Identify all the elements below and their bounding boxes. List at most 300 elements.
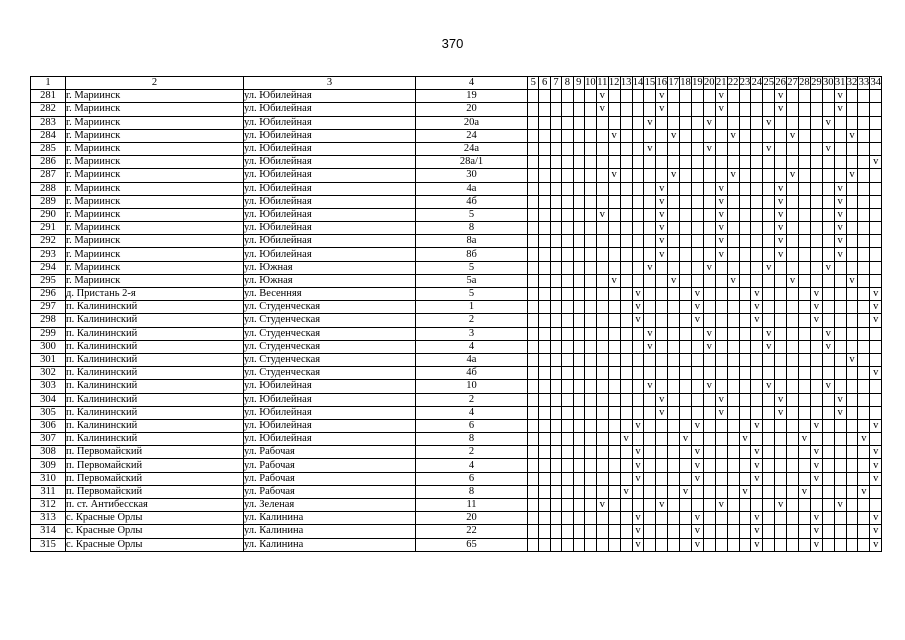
empty-cell [584, 538, 596, 551]
empty-cell [775, 129, 787, 142]
empty-cell [632, 169, 644, 182]
empty-cell [691, 222, 703, 235]
check-mark: v [810, 314, 822, 327]
empty-cell [858, 274, 870, 287]
row-number: 283 [31, 116, 66, 129]
empty-cell [539, 288, 550, 301]
check-mark: v [834, 90, 846, 103]
house-number-cell: 4б [416, 367, 528, 380]
empty-cell [751, 380, 763, 393]
house-number-cell: 6 [416, 419, 528, 432]
street-cell: ул. Калинина [244, 538, 416, 551]
empty-cell [858, 380, 870, 393]
empty-cell [846, 380, 858, 393]
empty-cell [656, 485, 668, 498]
empty-cell [596, 327, 608, 340]
empty-cell [620, 367, 632, 380]
empty-cell [739, 116, 751, 129]
empty-cell [703, 525, 715, 538]
empty-cell [620, 512, 632, 525]
empty-cell [703, 274, 715, 287]
empty-cell [620, 222, 632, 235]
empty-cell [608, 116, 620, 129]
header-cell: 23 [739, 77, 751, 89]
empty-cell [798, 235, 810, 248]
empty-cell [846, 406, 858, 419]
empty-cell [620, 169, 632, 182]
empty-cell [822, 485, 834, 498]
empty-cell [668, 90, 680, 103]
empty-cell [596, 367, 608, 380]
check-mark: v [810, 419, 822, 432]
table-row [31, 327, 882, 340]
empty-cell [620, 393, 632, 406]
empty-cell [810, 248, 822, 261]
empty-cell [691, 103, 703, 116]
empty-cell [834, 340, 846, 353]
empty-cell [834, 116, 846, 129]
street-cell: ул. Юбилейная [244, 406, 416, 419]
empty-cell [620, 90, 632, 103]
street-cell: ул. Юбилейная [244, 393, 416, 406]
empty-cell [787, 301, 799, 314]
check-mark: v [775, 222, 787, 235]
empty-cell [763, 446, 775, 459]
empty-cell [870, 274, 882, 287]
empty-cell [620, 235, 632, 248]
empty-cell [834, 156, 846, 169]
empty-cell [539, 327, 550, 340]
check-mark: v [834, 393, 846, 406]
house-number-cell: 4а [416, 353, 528, 366]
empty-cell [787, 380, 799, 393]
empty-cell [539, 90, 550, 103]
empty-cell [608, 261, 620, 274]
empty-cell [739, 142, 751, 155]
row-number: 311 [31, 485, 66, 498]
empty-cell [763, 472, 775, 485]
check-mark: v [787, 169, 799, 182]
empty-cell [715, 129, 727, 142]
header-cell: 14 [632, 77, 644, 89]
empty-cell [822, 446, 834, 459]
street-cell: ул. Юбилейная [244, 380, 416, 393]
empty-cell [691, 485, 703, 498]
empty-cell [810, 380, 822, 393]
empty-cell [763, 195, 775, 208]
street-cell: ул. Юбилейная [244, 208, 416, 221]
empty-cell [668, 208, 680, 221]
empty-cell [539, 538, 550, 551]
empty-cell [858, 459, 870, 472]
empty-cell [644, 525, 656, 538]
header-cell: 9 [573, 77, 584, 90]
locality-cell: г. Мариинск [66, 142, 244, 155]
empty-cell [680, 525, 692, 538]
empty-cell [858, 446, 870, 459]
empty-cell [620, 446, 632, 459]
empty-cell [528, 222, 539, 235]
empty-cell [846, 327, 858, 340]
empty-cell [668, 248, 680, 261]
empty-cell [539, 353, 550, 366]
empty-cell [787, 103, 799, 116]
empty-cell [763, 208, 775, 221]
empty-cell [668, 499, 680, 512]
empty-cell [573, 208, 584, 221]
empty-cell [751, 169, 763, 182]
empty-cell [608, 222, 620, 235]
empty-cell [596, 261, 608, 274]
header-cell: 31 [834, 77, 846, 89]
locality-cell: г. Мариинск [66, 274, 244, 287]
empty-cell [550, 340, 561, 353]
empty-cell [584, 103, 596, 116]
empty-cell [691, 156, 703, 169]
street-cell: ул. Южная [244, 261, 416, 274]
empty-cell [858, 525, 870, 538]
empty-cell [715, 301, 727, 314]
check-mark: v [810, 301, 822, 314]
check-mark: v [810, 446, 822, 459]
empty-cell [822, 512, 834, 525]
street-cell: ул. Юбилейная [244, 195, 416, 208]
street-cell: ул. Юбилейная [244, 433, 416, 446]
empty-cell [870, 116, 882, 129]
empty-cell [775, 446, 787, 459]
check-mark: v [632, 288, 644, 301]
empty-cell [846, 340, 858, 353]
header-cell: 10 [585, 77, 596, 89]
check-mark: v [632, 472, 644, 485]
empty-cell [644, 156, 656, 169]
empty-cell [680, 156, 692, 169]
locality-cell: п. Калининский [66, 433, 244, 446]
empty-cell [528, 406, 539, 419]
check-mark: v [870, 288, 882, 301]
check-mark: v [763, 340, 775, 353]
row-number: 292 [31, 235, 66, 248]
empty-cell [870, 393, 882, 406]
empty-cell [528, 459, 539, 472]
empty-cell [620, 129, 632, 142]
empty-cell [539, 301, 550, 314]
empty-cell [775, 367, 787, 380]
check-mark: v [656, 248, 668, 261]
house-number-cell: 8 [416, 222, 528, 235]
empty-cell [644, 393, 656, 406]
empty-cell [632, 393, 644, 406]
header-cell: 2 [66, 77, 244, 90]
empty-cell [787, 512, 799, 525]
empty-cell [656, 314, 668, 327]
check-mark: v [822, 327, 834, 340]
empty-cell [810, 406, 822, 419]
empty-cell [528, 525, 539, 538]
empty-cell [573, 129, 584, 142]
empty-cell [620, 195, 632, 208]
empty-cell [668, 314, 680, 327]
empty-cell [739, 208, 751, 221]
empty-cell [668, 538, 680, 551]
check-mark: v [656, 499, 668, 512]
empty-cell [656, 129, 668, 142]
empty-cell [620, 182, 632, 195]
empty-cell [562, 248, 573, 261]
empty-cell [668, 485, 680, 498]
empty-cell [787, 314, 799, 327]
empty-cell [596, 314, 608, 327]
empty-cell [550, 195, 561, 208]
check-mark: v [775, 393, 787, 406]
empty-cell [550, 314, 561, 327]
empty-cell [715, 538, 727, 551]
street-cell: ул. Юбилейная [244, 116, 416, 129]
empty-cell [751, 393, 763, 406]
empty-cell [739, 538, 751, 551]
empty-cell [550, 406, 561, 419]
empty-cell [822, 208, 834, 221]
empty-cell [763, 512, 775, 525]
locality-cell: п. Калининский [66, 314, 244, 327]
house-number-cell: 20 [416, 103, 528, 116]
empty-cell [751, 340, 763, 353]
street-cell: ул. Зеленая [244, 499, 416, 512]
empty-cell [703, 235, 715, 248]
empty-cell [539, 485, 550, 498]
empty-cell [539, 393, 550, 406]
empty-cell [727, 142, 739, 155]
check-mark: v [715, 235, 727, 248]
empty-cell [822, 499, 834, 512]
empty-cell [573, 235, 584, 248]
locality-cell: г. Мариинск [66, 261, 244, 274]
house-number-cell: 4а [416, 182, 528, 195]
empty-cell [584, 288, 596, 301]
empty-cell [596, 472, 608, 485]
check-mark: v [656, 222, 668, 235]
empty-cell [775, 288, 787, 301]
empty-cell [668, 380, 680, 393]
empty-cell [596, 512, 608, 525]
house-number-cell: 6 [416, 472, 528, 485]
empty-cell [846, 90, 858, 103]
empty-cell [727, 208, 739, 221]
empty-cell [787, 406, 799, 419]
row-number: 293 [31, 248, 66, 261]
house-number-cell: 20 [416, 512, 528, 525]
empty-cell [596, 340, 608, 353]
check-mark: v [870, 301, 882, 314]
empty-cell [608, 248, 620, 261]
empty-cell [751, 261, 763, 274]
table-row [31, 288, 882, 301]
check-mark: v [703, 116, 715, 129]
empty-cell [834, 538, 846, 551]
empty-cell [680, 327, 692, 340]
empty-cell [550, 235, 561, 248]
locality-cell: г. Мариинск [66, 248, 244, 261]
empty-cell [691, 327, 703, 340]
empty-cell [539, 142, 550, 155]
house-number-cell: 11 [416, 499, 528, 512]
empty-cell [763, 182, 775, 195]
empty-cell [691, 274, 703, 287]
empty-cell [668, 340, 680, 353]
empty-cell [528, 446, 539, 459]
empty-cell [751, 129, 763, 142]
empty-cell [787, 261, 799, 274]
check-mark: v [775, 499, 787, 512]
empty-cell [528, 142, 539, 155]
empty-cell [539, 380, 550, 393]
empty-cell [703, 485, 715, 498]
empty-cell [680, 288, 692, 301]
empty-cell [751, 235, 763, 248]
table-row [31, 446, 882, 459]
check-mark: v [632, 301, 644, 314]
empty-cell [632, 261, 644, 274]
check-mark: v [608, 274, 620, 287]
empty-cell [810, 182, 822, 195]
empty-cell [644, 367, 656, 380]
empty-cell [562, 419, 573, 432]
empty-cell [703, 406, 715, 419]
street-cell: ул. Юбилейная [244, 248, 416, 261]
empty-cell [691, 195, 703, 208]
empty-cell [562, 90, 573, 103]
empty-cell [763, 367, 775, 380]
empty-cell [739, 353, 751, 366]
header-cell: 8 [562, 77, 573, 90]
empty-cell [539, 340, 550, 353]
check-mark: v [632, 459, 644, 472]
empty-cell [715, 459, 727, 472]
empty-cell [608, 301, 620, 314]
empty-cell [680, 406, 692, 419]
locality-cell: г. Мариинск [66, 169, 244, 182]
empty-cell [596, 380, 608, 393]
empty-cell [562, 235, 573, 248]
check-mark: v [763, 142, 775, 155]
empty-cell [703, 512, 715, 525]
check-mark: v [834, 406, 846, 419]
empty-cell [528, 156, 539, 169]
row-number: 302 [31, 367, 66, 380]
empty-cell [798, 222, 810, 235]
empty-cell [620, 274, 632, 287]
empty-cell [763, 288, 775, 301]
empty-cell [787, 353, 799, 366]
empty-cell [608, 156, 620, 169]
empty-cell [680, 129, 692, 142]
empty-cell [727, 222, 739, 235]
locality-cell: п. Калининский [66, 367, 244, 380]
empty-cell [787, 433, 799, 446]
table-row [31, 103, 882, 116]
house-number-cell: 4 [416, 340, 528, 353]
house-number-cell: 22 [416, 525, 528, 538]
empty-cell [787, 367, 799, 380]
empty-cell [715, 512, 727, 525]
check-mark: v [775, 248, 787, 261]
empty-cell [528, 261, 539, 274]
empty-cell [562, 512, 573, 525]
empty-cell [798, 129, 810, 142]
empty-cell [528, 419, 539, 432]
check-mark: v [715, 222, 727, 235]
empty-cell [680, 380, 692, 393]
empty-cell [834, 525, 846, 538]
empty-cell [596, 459, 608, 472]
check-mark: v [834, 499, 846, 512]
empty-cell [727, 419, 739, 432]
empty-cell [573, 90, 584, 103]
table-row [31, 195, 882, 208]
empty-cell [584, 314, 596, 327]
empty-cell [727, 353, 739, 366]
empty-cell [608, 235, 620, 248]
row-number: 297 [31, 301, 66, 314]
empty-cell [846, 156, 858, 169]
empty-cell [528, 367, 539, 380]
empty-cell [763, 406, 775, 419]
empty-cell [550, 353, 561, 366]
empty-cell [584, 393, 596, 406]
empty-cell [775, 380, 787, 393]
empty-cell [834, 301, 846, 314]
locality-cell: п. Первомайский [66, 459, 244, 472]
empty-cell [834, 288, 846, 301]
empty-cell [727, 195, 739, 208]
empty-cell [550, 156, 561, 169]
check-mark: v [596, 103, 608, 116]
empty-cell [739, 499, 751, 512]
check-mark: v [703, 327, 715, 340]
empty-cell [608, 380, 620, 393]
empty-cell [727, 367, 739, 380]
empty-cell [562, 169, 573, 182]
empty-cell [550, 446, 561, 459]
empty-cell [787, 538, 799, 551]
empty-cell [608, 340, 620, 353]
empty-cell [787, 327, 799, 340]
empty-cell [751, 142, 763, 155]
empty-cell [584, 261, 596, 274]
check-mark: v [715, 208, 727, 221]
locality-cell: г. Мариинск [66, 116, 244, 129]
check-mark: v [608, 169, 620, 182]
row-number: 300 [31, 340, 66, 353]
empty-cell [858, 248, 870, 261]
empty-cell [608, 327, 620, 340]
empty-cell [703, 367, 715, 380]
check-mark: v [822, 142, 834, 155]
empty-cell [739, 327, 751, 340]
check-mark: v [834, 248, 846, 261]
empty-cell [550, 222, 561, 235]
check-mark: v [727, 274, 739, 287]
empty-cell [822, 222, 834, 235]
empty-cell [539, 512, 550, 525]
empty-cell [810, 142, 822, 155]
empty-cell [691, 208, 703, 221]
empty-cell [858, 499, 870, 512]
empty-cell [787, 340, 799, 353]
empty-cell [596, 235, 608, 248]
empty-cell [573, 393, 584, 406]
empty-cell [608, 433, 620, 446]
